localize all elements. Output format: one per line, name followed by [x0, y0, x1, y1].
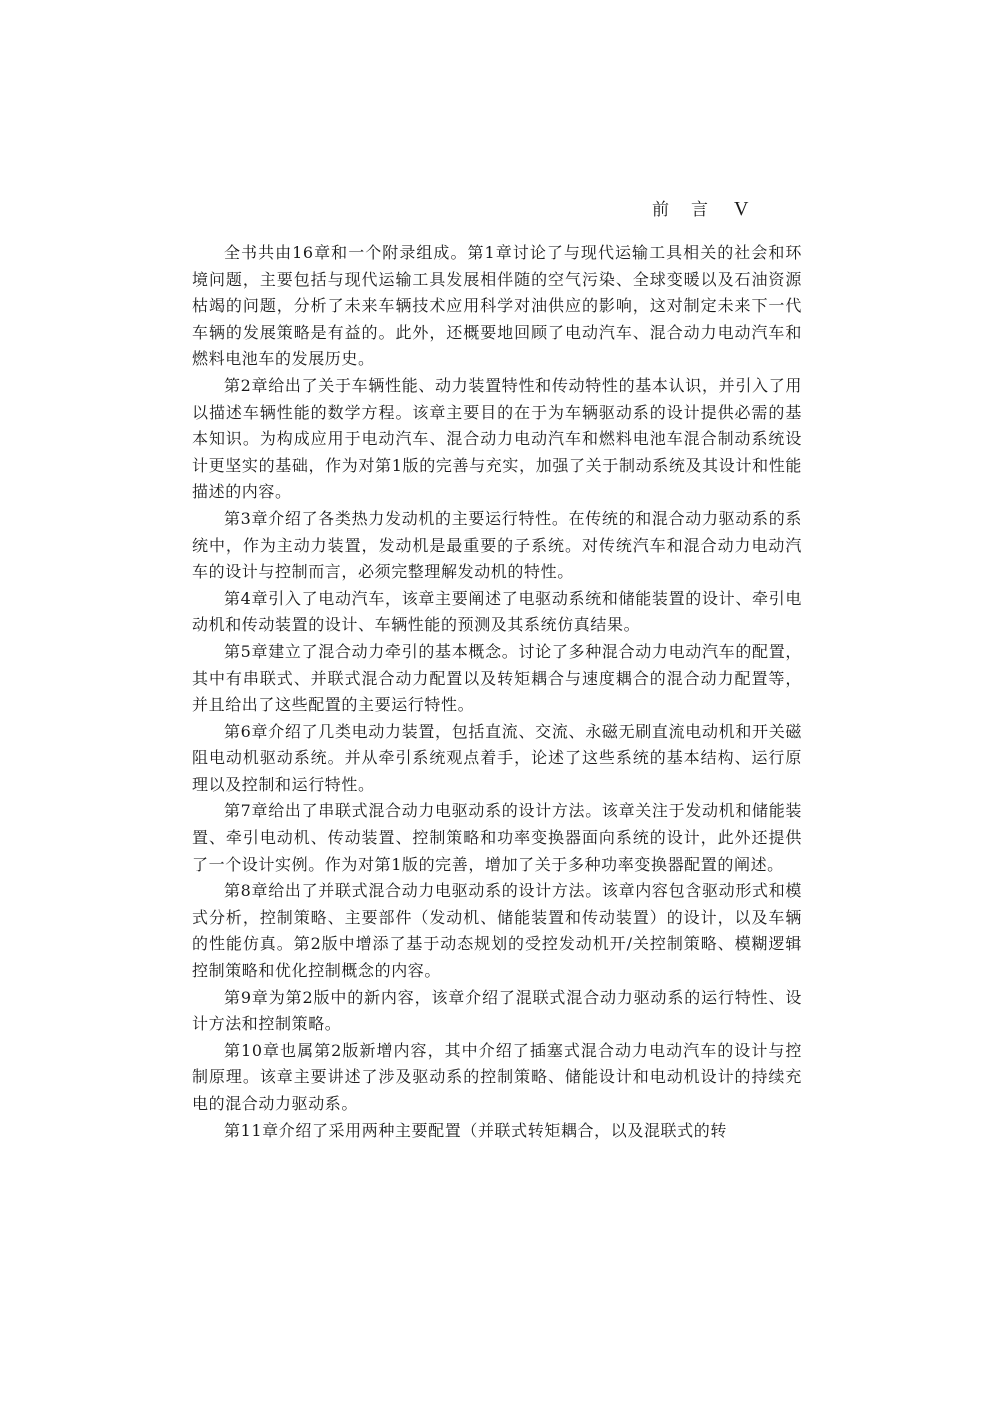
body-text — [192, 240, 802, 1144]
paragraph-ch4: 第4章引入了电动汽车，该章主要阐述了电驱动系统和储能装置的设计、牵引电动机和传动装置的设计、车辆性能的预测及其系统仿真结果。 — [192, 588, 802, 635]
running-head — [652, 196, 792, 222]
paragraph-ch2: 第2章给出了关于车辆性能、动力装置特性和传动特性的基本认识，并引入了用以描述车辆性能的数学方程。该章主要目的在于为车辆驱动系的设计提供必需的基本知识。为构成应用于电动汽车、混合动力电动汽车和燃料电池车混合制动系统设计更坚实的基础，作为对第1版的完善与充实，加强了关于制动系统及其设计和性能描述的内容。 — [192, 375, 802, 502]
paragraph-ch11: 第11章介绍了采用两种主要配置（并联式转矩耦合，以及混联式的转 — [224, 1120, 727, 1140]
paragraph-ch3: 第3章介绍了各类热力发动机的主要运行特性。在传统的和混合动力驱动系的系统中，作为主动力装置，发动机是最重要的子系统。对传统汽车和混合动力电动汽车的设计与控制而言，必须完整理解发动机的特性。 — [192, 508, 802, 582]
running-head-title: 前言 — [652, 200, 730, 220]
paragraph-ch5: 第5章建立了混合动力牵引的基本概念。讨论了多种混合动力电动汽车的配置，其中有串联式、并联式混合动力配置以及转矩耦合与速度耦合的混合动力配置等，并且给出了这些配置的主要运行特性。 — [192, 641, 802, 715]
paragraph-ch9: 第9章为第2版中的新内容，该章介绍了混联式混合动力驱动系的运行特性、设计方法和控制策略。 — [192, 987, 802, 1034]
paragraph-ch6: 第6章介绍了几类电动力装置，包括直流、交流、永磁无刷直流电动机和开关磁阻电动机驱动系统。并从牵引系统观点着手，论述了这些系统的基本结构、运行原理以及控制和运行特性。 — [192, 721, 802, 794]
paragraph-ch1: 全书共由16章和一个附录组成。第1章讨论了与现代运输工具相关的社会和环境问题，主要包括与现代运输工具发展相伴随的空气污染、全球变暖以及石油资源枯竭的问题，分析了未来车辆技术应用科学对油供应的影响，这对制定未来下一代车辆的发展策略是有益的。此外，还概要地回顾了电动汽车、混合动力电动汽车和燃料电池车的发展历史。 — [192, 243, 802, 369]
paragraph-ch10: 第10章也属第2版新增内容，其中介绍了插塞式混合动力电动汽车的设计与控制原理。该章主要讲述了涉及驱动系的控制策略、储能设计和电动机设计的持续充电的混合动力驱动系。 — [192, 1040, 802, 1113]
paragraph-ch7: 第7章给出了串联式混合动力电驱动系的设计方法。该章关注于发动机和储能装置、牵引电动机、传动装置、控制策略和功率变换器面向系统的设计，此外还提供了一个设计实例。作为对第1版的完善，增加了关于多种功率变换器配置的阐述。 — [192, 801, 802, 874]
paragraph-ch8: 第8章给出了并联式混合动力电驱动系的设计方法。该章内容包含驱动形式和模式分析，控制策略、主要部件（发动机、储能装置和传动装置）的设计，以及车辆的性能仿真。第2版中增添了基于动态规划的受控发动机开/关控制策略、模糊逻辑控制策略和优化控制概念的内容。 — [192, 881, 802, 981]
page-number: V — [734, 198, 749, 220]
